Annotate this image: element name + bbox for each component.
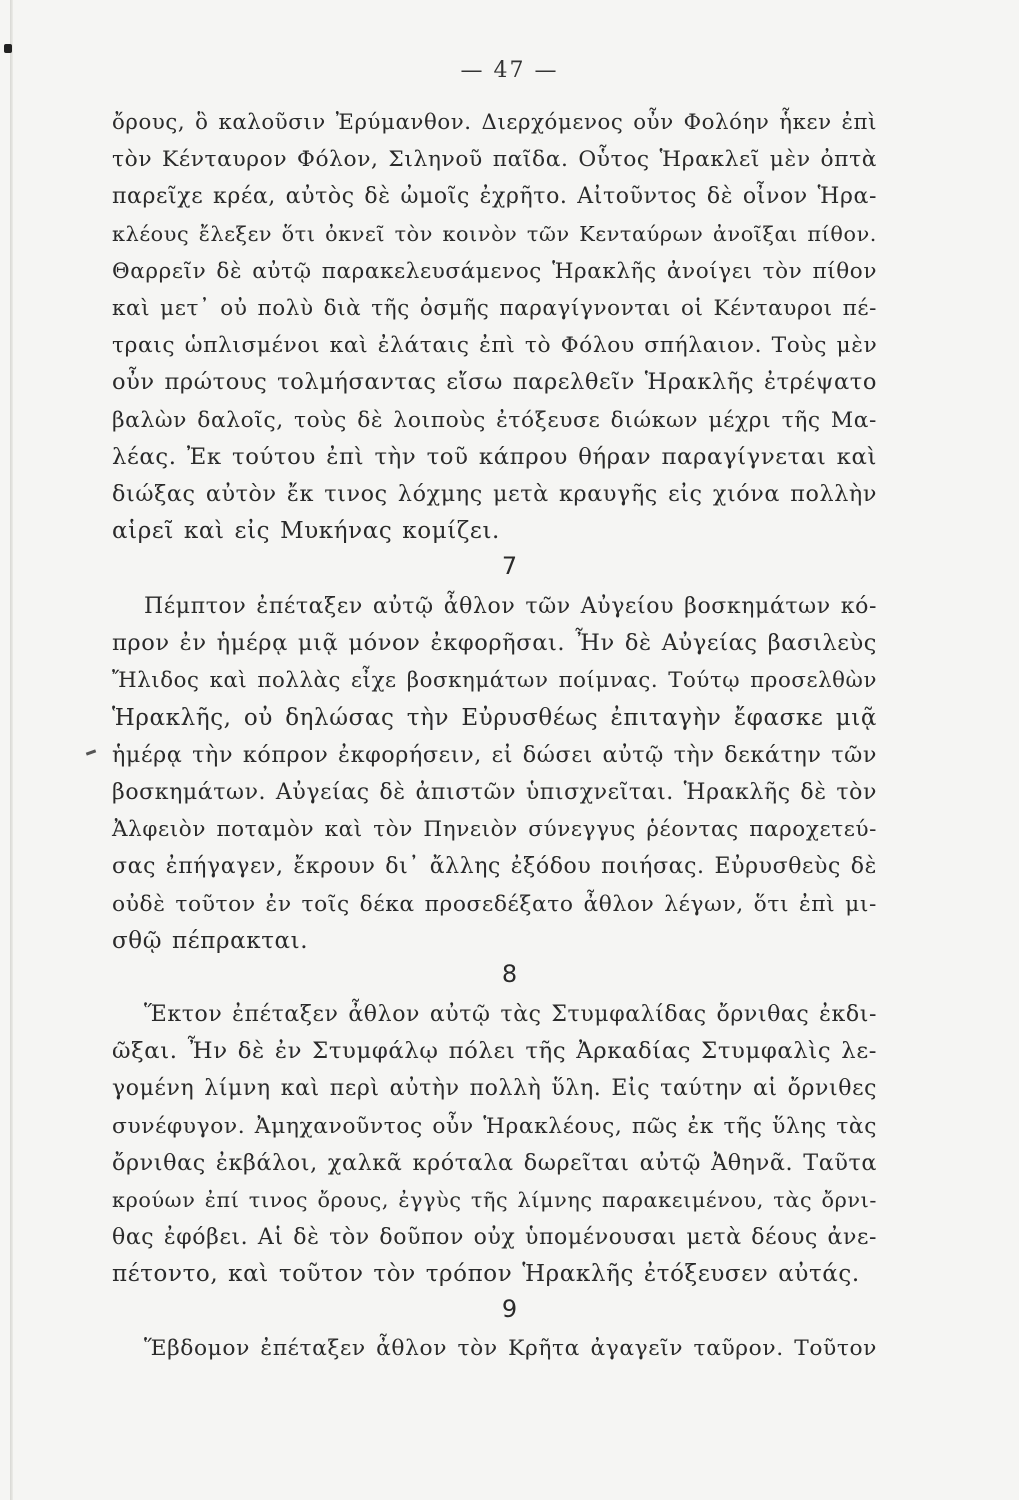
text-line: ἡμέρᾳ τὴν κόπρον ἐκφορήσειν, εἰ δώσει αὐτῷ τὴν δεκάτην τῶν bbox=[112, 741, 877, 768]
text-line: Ἕβδομον ἐπέταξεν ἆθλον τὸν Κρῆτα ἀγαγεῖν ταῦρον. Τοῦτον bbox=[144, 1336, 877, 1361]
section-number-9: 9 bbox=[501, 1295, 518, 1323]
text-line: Πέμπτον ἐπέταξεν αὐτῷ ἆθλον τῶν Αὐγείου βοσκημάτων κό- bbox=[144, 594, 877, 619]
text-line: βοσκημάτων. Αὐγείας δὲ ἀπιστῶν ὑπισχνεῖται. Ἡρακλῆς δὲ τὸν bbox=[112, 780, 877, 806]
text-line: γομένη λίμνη καὶ περὶ αὐτὴν πολλὴ ὕλη. Εἰς ταύτην αἱ ὄρνιθες bbox=[112, 1076, 877, 1102]
text-line: προν ἐν ἡμέρᾳ μιᾷ μόνον ἐκφορῆσαι. Ἦν δὲ Αὐγείας βασιλεὺς bbox=[112, 630, 877, 657]
paragraph-block-1 bbox=[112, 104, 877, 550]
text-line: ὄρνιθας ἐκβάλοι, χαλκᾶ κρόταλα δωρεῖται αὐτῷ Ἀθηνᾶ. Ταῦτα bbox=[112, 1149, 877, 1176]
corner-mark bbox=[4, 44, 12, 53]
text-line: διώξας αὐτὸν ἔκ τινος λόχμης μετὰ κραυγῆς εἰς χιόνα πολλὴν bbox=[112, 481, 877, 508]
text-line: κρούων ἐπί τινος ὄρους, ἐγγὺς τῆς λίμνης παρακειμένου, τὰς ὄρνι- bbox=[112, 1188, 877, 1213]
text-line: ὄρους, ὃ καλοῦσιν Ἐρύμανθον. Διερχόμενος οὖν Φολόην ἧκεν ἐπὶ bbox=[112, 110, 877, 135]
text-line: αἱρεῖ καὶ εἰς Μυκήνας κομίζει. bbox=[112, 518, 500, 545]
paragraph-block-2 bbox=[112, 588, 877, 960]
text-line: παρεῖχε κρέα, αὐτὸς δὲ ὠμοῖς ἐχρῆτο. Αἰτοῦντος δὲ οἶνον Ἡρα- bbox=[112, 184, 877, 210]
text-line: Θαρρεῖν δὲ αὐτῷ παρακελευσάμενος Ἡρακλῆς ἀνοίγει τὸν πίθον bbox=[112, 258, 877, 284]
section-number-8: 8 bbox=[501, 960, 518, 988]
text-line: πέτοντο, καὶ τοῦτον τὸν τρόπον Ἡρακλῆς ἐτόξευσεν αὐτάς. bbox=[112, 1261, 860, 1288]
text-line: Ἡρακλῆς, οὐ δηλώσας τὴν Εὐρυσθέως ἐπιταγὴν ἔφασκε μιᾷ bbox=[112, 704, 877, 731]
text-line: Ἕκτον ἐπέταξεν ἆθλον αὐτῷ τὰς Στυμφαλίδας ὄρνιθας ἐκδι- bbox=[144, 1002, 877, 1027]
text-line: οὖν πρώτους τολμήσαντας εἴσω παρελθεῖν Ἡρακλῆς ἐτρέψατο bbox=[112, 369, 877, 396]
text-line: ῶξαι. Ἦν δὲ ἐν Στυμφάλῳ πόλει τῆς Ἀρκαδίας Στυμφαλὶς λε- bbox=[112, 1038, 877, 1065]
text-line: θας ἐφόβει. Αἱ δὲ τὸν δοῦπον οὐχ ὑπομένουσαι μετὰ δέους ἀνε- bbox=[112, 1225, 877, 1251]
text-line: τὸν Κένταυρον Φόλον, Σιληνοῦ παῖδα. Οὗτος Ἡρακλεῖ μὲν ὀπτὰ bbox=[112, 147, 877, 173]
text-line: λέας. Ἐκ τούτου ἐπὶ τὴν τοῦ κάπρου θήραν παραγίγνεται καὶ bbox=[112, 443, 877, 470]
stray-ink-mark bbox=[86, 749, 96, 755]
text-line: κλέους ἔλεξεν ὅτι ὀκνεῖ τὸν κοινὸν τῶν Κενταύρων ἀνοῖξαι πίθον. bbox=[112, 221, 877, 246]
text-line: βαλὼν δαλοῖς, τοὺς δὲ λοιποὺς ἐτόξευσε διώκων μέχρι τῆς Μα- bbox=[112, 407, 877, 433]
text-line: οὐδὲ τοῦτον ἐν τοῖς δέκα προσεδέξατο ἆθλον λέγων, ὅτι ἐπὶ μι- bbox=[112, 891, 877, 917]
section-number-7: 7 bbox=[501, 552, 518, 580]
text-line: σας ἐπήγαγεν, ἔκρουν δι᾽ ἄλλης ἐξόδου ποιήσας. Εὐρυσθεὺς δὲ bbox=[112, 854, 877, 880]
binding-edge bbox=[10, 0, 13, 1500]
page-number: — 47 — bbox=[460, 58, 559, 83]
text-line: τραις ὡπλισμένοι καὶ ἐλάταις ἐπὶ τὸ Φόλου σπήλαιον. Τοὺς μὲν bbox=[112, 333, 878, 359]
paragraph-block-4 bbox=[112, 1330, 877, 1367]
paragraph-block-3 bbox=[112, 996, 877, 1294]
text-line: Ἀλφειὸν ποταμὸν καὶ τὸν Πηνειὸν σύνεγγυς ῥέοντας παροχετεύ- bbox=[112, 817, 877, 843]
text-line: συνέφυγον. Ἀμηχανοῦντος οὖν Ἡρακλέους, πῶς ἐκ τῆς ὕλης τὰς bbox=[112, 1113, 877, 1139]
text-line: Ἤλιδος καὶ πολλὰς εἶχε βοσκημάτων ποίμνας. Τούτῳ προσελθὼν bbox=[112, 668, 877, 694]
text-line: σθῷ πέπρακται. bbox=[112, 927, 309, 954]
text-line: καὶ μετ᾽ οὐ πολὺ διὰ τῆς ὀσμῆς παραγίγνονται οἱ Κένταυροι πέ- bbox=[112, 296, 877, 322]
